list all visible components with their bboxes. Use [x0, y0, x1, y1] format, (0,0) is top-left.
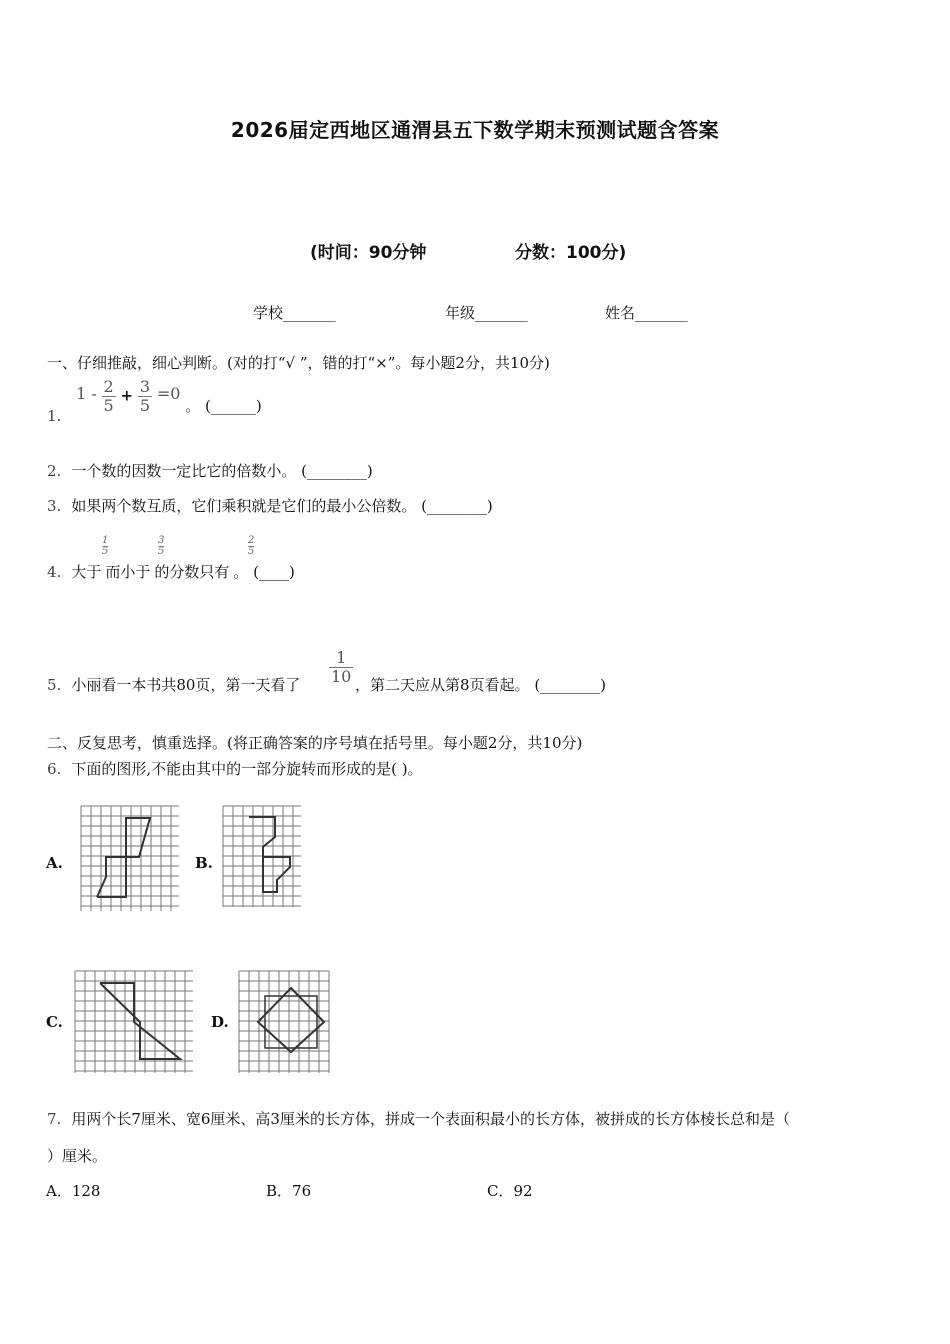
name-field[interactable]: 姓名_______: [605, 304, 688, 322]
question-2: 2. 一个数的因数一定比它的倍数小。 (________): [47, 462, 373, 480]
q4-fraction-1: 1 5: [102, 535, 109, 557]
q4-fraction-3: 2 5: [248, 535, 255, 557]
q6-text: 下面的图形,不能由其中的一部分旋转而形成的是( )。: [71, 760, 423, 778]
question-5: 5. 小丽看一本书共80页，第一天看了: [47, 676, 301, 694]
school-field[interactable]: 学校_______: [253, 304, 336, 322]
option-c-label[interactable]: C.: [46, 1013, 63, 1031]
exam-time: (时间：90分钟: [310, 243, 427, 263]
q1-fraction-1: $\frac{2}{5}$: [103, 377, 114, 415]
q1-plus: +: [120, 386, 134, 405]
section-2-heading: 二、反复思考，慎重选择。(将正确答案的序号填在括号里。每小题2分，共10分): [47, 734, 583, 752]
q7-choice-a[interactable]: A．128: [46, 1182, 101, 1200]
grade-field[interactable]: 年级_______: [445, 304, 528, 322]
q5-answer-blank[interactable]: ，第二天应从第8页看起。 (________): [355, 676, 607, 694]
q7-text: 用两个长7厘米、宽6厘米、高3厘米的长方体，拼成一个表面积最小的长方体，被拼成的长方体棱长总和是（: [71, 1110, 790, 1128]
q4-fraction-2: 3 5: [158, 535, 165, 557]
figure-d-shape: [258, 988, 324, 1052]
q7-choice-b[interactable]: B．76: [266, 1182, 312, 1200]
option-d-label[interactable]: D.: [211, 1013, 229, 1031]
option-a-label[interactable]: A.: [46, 854, 63, 872]
exam-score: 分数：100分): [515, 243, 627, 263]
question-7: 7. 用两个长7厘米、宽6厘米、高3厘米的长方体，拼成一个表面积最小的长方体，被拼成的长方体棱长总和是（: [47, 1110, 790, 1128]
question-7-cont: ）厘米。: [47, 1147, 108, 1165]
question-1: [47, 377, 262, 425]
option-b-label[interactable]: B.: [195, 854, 213, 872]
figure-a-grid[interactable]: [80, 805, 180, 912]
page-title: 2026届定西地区通渭县五下数学期末预测试题含答案: [230, 118, 720, 142]
question-6: 6. 下面的图形,不能由其中的一部分旋转而形成的是( )。: [47, 760, 423, 778]
q7-choice-c[interactable]: C．92: [487, 1182, 533, 1200]
question-3: 3. 如果两个数互质，它们乘积就是它们的最小公倍数。 (________): [47, 497, 493, 515]
q4-answer-blank[interactable]: 。 (____): [233, 563, 295, 581]
q3-text[interactable]: 如果两个数互质，它们乘积就是它们的最小公倍数。 (________): [71, 497, 493, 515]
figure-b-shape: [249, 817, 290, 892]
question-4: 4. 大于 而小于 的分数只有 。 (____): [47, 563, 295, 581]
q5-fraction: $\frac{1}{10}$: [331, 648, 352, 686]
q2-text[interactable]: 一个数的因数一定比它的倍数小。 (________): [71, 462, 373, 480]
figure-c-grid[interactable]: [74, 970, 194, 1074]
question-number: 1.: [47, 406, 62, 425]
section-1-heading: 一、仔细推敲，细心判断。(对的打“√ ”，错的打“×”。每小题2分，共10分): [47, 354, 550, 372]
figure-d-grid[interactable]: [238, 970, 330, 1074]
figure-a-shape: [97, 818, 150, 897]
q1-equals: =0: [156, 383, 181, 403]
figure-b-grid[interactable]: [222, 805, 302, 908]
q1-lead: 1 -: [76, 383, 97, 403]
q1-answer-blank[interactable]: 。 (______): [185, 396, 262, 415]
q1-fraction-2: $\frac{3}{5}$: [139, 377, 151, 415]
